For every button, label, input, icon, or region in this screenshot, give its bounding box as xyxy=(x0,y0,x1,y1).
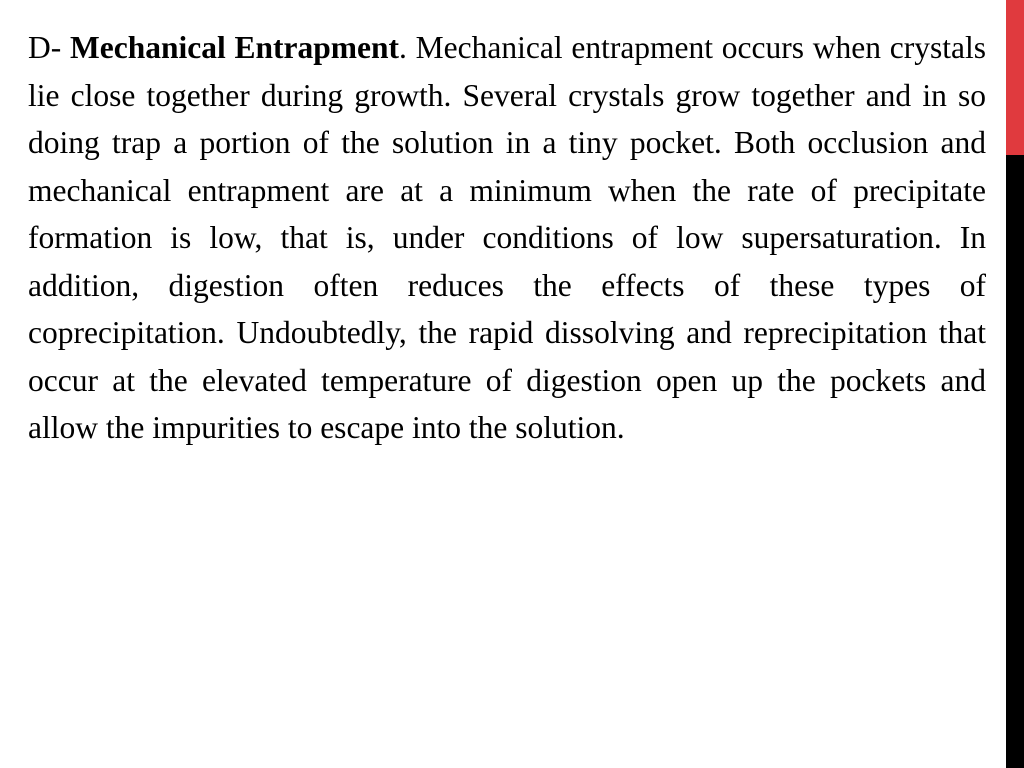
paragraph xyxy=(28,24,986,452)
red-accent-segment xyxy=(1006,0,1024,155)
right-accent-bar xyxy=(1006,0,1024,768)
paragraph-body: Mechanical entrapment occurs when crystals lie close together during growth. Several crystals grow together and in so doing trap a portion of the solution in a tiny pocket. Both occlusion and mechanical entrapment are at a minimum when the rate of precipitate formation is low, that is, under conditions of low supersaturation. In addition, digestion often reduces the effects of these types of coprecipitation. Undoubtedly, the rapid dissolving and reprecipitation that occur at the elevated temperature of digestion open up the pockets and allow the impurities to escape into the solution. xyxy=(28,30,986,445)
heading-separator: . xyxy=(399,30,416,65)
section-heading: Mechanical Entrapment xyxy=(70,30,399,65)
item-prefix: D- xyxy=(28,30,71,65)
